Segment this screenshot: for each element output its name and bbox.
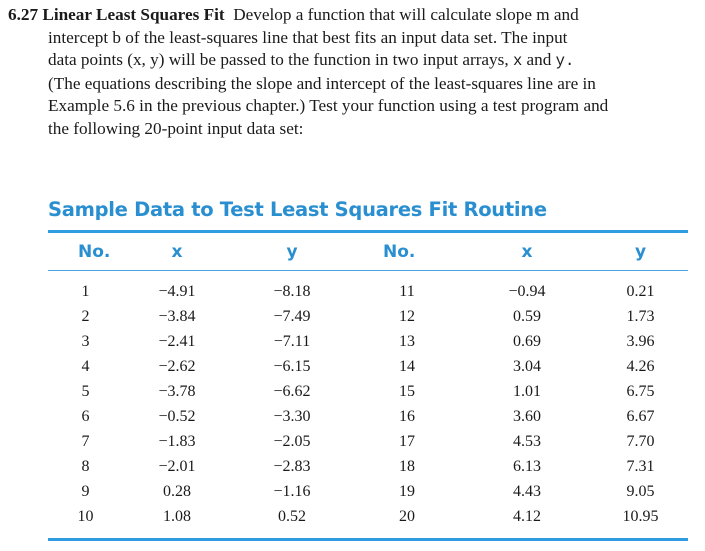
- table-body: [48, 269, 688, 529]
- cell-x-2: 1.01: [513, 382, 541, 400]
- header-y-2: y: [634, 241, 647, 262]
- table-row: [48, 504, 688, 529]
- cell-no: 1: [81, 282, 90, 300]
- cell-y-2: 1.73: [626, 307, 655, 325]
- table-top-rule: [48, 230, 688, 233]
- cell-x-2: 3.04: [513, 357, 541, 375]
- cell-x: −2.41: [158, 332, 196, 350]
- table-row: [48, 354, 688, 379]
- problem-text-line-6: the following 20-point input data set:: [48, 118, 304, 138]
- cell-y-2: 7.31: [626, 457, 655, 475]
- cell-no-2: 19: [399, 482, 415, 500]
- problem-text-line-4: (The equations describing the slope and intercept of the least-squares line are in: [48, 73, 596, 93]
- cell-no: 4: [81, 357, 90, 375]
- cell-y: 0.52: [278, 507, 306, 525]
- cell-x-2: 4.12: [513, 507, 541, 525]
- header-no: No.: [78, 241, 111, 262]
- cell-y-2: 0.21: [626, 282, 655, 300]
- table-row: [48, 379, 688, 404]
- cell-y: −2.83: [273, 457, 311, 475]
- cell-y: −7.49: [273, 307, 311, 325]
- cell-x-2: 3.60: [513, 407, 541, 425]
- cell-y: −1.16: [273, 482, 311, 500]
- cell-x-2: 4.43: [513, 482, 541, 500]
- cell-no: 5: [81, 382, 90, 400]
- problem-text-and: and: [526, 50, 552, 69]
- cell-no-2: 20: [399, 507, 415, 525]
- cell-no: 7: [81, 432, 90, 450]
- cell-x: −2.62: [158, 357, 196, 375]
- cell-x: −1.83: [158, 432, 196, 450]
- problem-statement: [8, 4, 698, 140]
- cell-y-2: 9.05: [626, 482, 655, 500]
- sample-data-table: [48, 234, 688, 529]
- cell-no-2: 14: [399, 357, 415, 375]
- cell-y: −7.11: [273, 332, 311, 350]
- problem-text-line-2: intercept b of the least-squares line that best fits an input data set. The input: [48, 27, 568, 47]
- table-header-row: [48, 234, 688, 269]
- cell-y-2: 6.67: [626, 407, 655, 425]
- cell-no: 2: [81, 307, 90, 325]
- table-row: [48, 429, 688, 454]
- table-row: [48, 269, 688, 304]
- cell-x: −4.91: [158, 282, 196, 300]
- table-bottom-rule: [48, 538, 688, 541]
- problem-text-line-5: Example 5.6 in the previous chapter.) Test your function using a test program and: [48, 96, 609, 115]
- header-x: x: [171, 241, 183, 262]
- cell-x: −3.78: [158, 382, 196, 400]
- cell-x: 0.28: [163, 482, 191, 500]
- table-row: [48, 404, 688, 429]
- cell-no: 6: [81, 407, 90, 425]
- header-no-2: No.: [383, 241, 416, 262]
- table-row: [48, 329, 688, 354]
- cell-no-2: 12: [399, 307, 415, 325]
- cell-y: −8.18: [273, 282, 311, 300]
- cell-x: −0.52: [158, 407, 196, 425]
- table-row: [48, 454, 688, 479]
- code-x: x: [512, 52, 523, 70]
- cell-no-2: 16: [399, 407, 415, 425]
- problem-text-line-3: [8, 49, 698, 73]
- cell-y: −6.62: [273, 382, 311, 400]
- cell-no: 10: [77, 507, 94, 525]
- cell-y: −6.15: [273, 357, 311, 375]
- table-title: Sample Data to Test Least Squares Fit Routine: [48, 198, 547, 221]
- code-y: y.: [555, 52, 575, 70]
- cell-no-2: 17: [399, 432, 415, 450]
- cell-x-2: 4.53: [513, 432, 541, 450]
- cell-y: −2.05: [273, 432, 311, 450]
- cell-y-2: 6.75: [626, 382, 655, 400]
- cell-x-2: 0.69: [513, 332, 541, 350]
- problem-title: Linear Least Squares Fit: [42, 5, 225, 24]
- header-x-2: x: [521, 241, 533, 262]
- cell-x-2: −0.94: [508, 282, 546, 300]
- cell-y-2: 4.26: [626, 357, 655, 375]
- problem-text-line-3a: data points (x, y) will be passed to the function in two input arrays,: [48, 50, 509, 69]
- cell-x-2: 0.59: [513, 307, 541, 325]
- cell-no: 8: [81, 457, 90, 475]
- problem-line-1: [8, 4, 698, 27]
- problem-text-line-1: Develop a function that will calculate slope m and: [233, 5, 579, 24]
- problem-number: 6.27: [8, 5, 39, 24]
- cell-no: 3: [81, 332, 90, 350]
- cell-x: −3.84: [158, 307, 196, 325]
- cell-no-2: 18: [399, 457, 415, 475]
- table-row: [48, 479, 688, 504]
- cell-y-2: 10.95: [622, 507, 659, 525]
- cell-no-2: 15: [399, 382, 415, 400]
- cell-y: −3.30: [273, 407, 311, 425]
- cell-no-2: 13: [399, 332, 415, 350]
- header-y: y: [286, 241, 298, 262]
- cell-no: 9: [81, 482, 90, 500]
- cell-y-2: 3.96: [626, 332, 655, 350]
- cell-x-2: 6.13: [513, 457, 541, 475]
- cell-y-2: 7.70: [626, 432, 655, 450]
- cell-no-2: 11: [399, 282, 415, 300]
- cell-x: 1.08: [163, 507, 191, 525]
- table-row: [48, 304, 688, 329]
- cell-x: −2.01: [158, 457, 196, 475]
